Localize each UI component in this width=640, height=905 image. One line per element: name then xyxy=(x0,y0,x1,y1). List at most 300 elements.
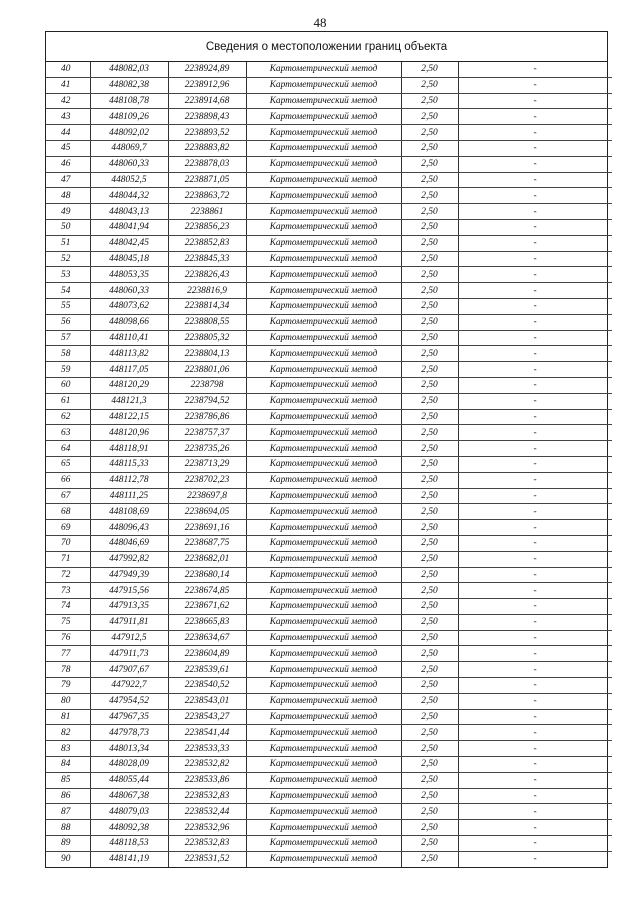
table-row xyxy=(46,456,612,472)
coord-y-cell: 2238671,62 xyxy=(168,599,246,615)
description-cell: - xyxy=(458,551,612,567)
table-row xyxy=(46,219,612,235)
coord-x-cell: 448053,35 xyxy=(90,267,168,283)
method-cell: Картометрический метод xyxy=(246,788,401,804)
method-cell: Картометрический метод xyxy=(246,741,401,757)
point-number-cell: 52 xyxy=(46,251,90,267)
point-number-cell: 57 xyxy=(46,330,90,346)
coord-x-cell: 448120,96 xyxy=(90,425,168,441)
accuracy-cell: 2,50 xyxy=(401,725,458,741)
method-cell: Картометрический метод xyxy=(246,836,401,852)
method-cell: Картометрический метод xyxy=(246,77,401,93)
coord-y-cell: 2238697,8 xyxy=(168,488,246,504)
table-row xyxy=(46,741,612,757)
point-number-cell: 47 xyxy=(46,172,90,188)
point-number-cell: 53 xyxy=(46,267,90,283)
accuracy-cell: 2,50 xyxy=(401,156,458,172)
coord-x-cell: 448028,09 xyxy=(90,757,168,773)
point-number-cell: 67 xyxy=(46,488,90,504)
description-cell: - xyxy=(458,820,612,836)
description-cell: - xyxy=(458,425,612,441)
accuracy-cell: 2,50 xyxy=(401,820,458,836)
description-cell: - xyxy=(458,346,612,362)
table-row xyxy=(46,377,612,393)
coord-x-cell: 448041,94 xyxy=(90,219,168,235)
table-row xyxy=(46,599,612,615)
coord-y-cell: 2238691,16 xyxy=(168,520,246,536)
table-row xyxy=(46,62,612,77)
coord-y-cell: 2238794,52 xyxy=(168,393,246,409)
table-row xyxy=(46,646,612,662)
point-number-cell: 83 xyxy=(46,741,90,757)
table-row xyxy=(46,409,612,425)
description-cell: - xyxy=(458,109,612,125)
point-number-cell: 80 xyxy=(46,693,90,709)
coord-y-cell: 2238786,86 xyxy=(168,409,246,425)
method-cell: Картометрический метод xyxy=(246,393,401,409)
coord-y-cell: 2238532,83 xyxy=(168,788,246,804)
coord-y-cell: 2238893,52 xyxy=(168,125,246,141)
table-row xyxy=(46,583,612,599)
description-cell: - xyxy=(458,488,612,504)
coord-x-cell: 447913,35 xyxy=(90,599,168,615)
coord-x-cell: 447954,52 xyxy=(90,693,168,709)
point-number-cell: 62 xyxy=(46,409,90,425)
description-cell: - xyxy=(458,725,612,741)
accuracy-cell: 2,50 xyxy=(401,188,458,204)
description-cell: - xyxy=(458,804,612,820)
point-number-cell: 90 xyxy=(46,851,90,866)
accuracy-cell: 2,50 xyxy=(401,772,458,788)
accuracy-cell: 2,50 xyxy=(401,757,458,773)
accuracy-cell: 2,50 xyxy=(401,662,458,678)
coord-x-cell: 448113,82 xyxy=(90,346,168,362)
coord-x-cell: 448121,3 xyxy=(90,393,168,409)
description-cell: - xyxy=(458,125,612,141)
accuracy-cell: 2,50 xyxy=(401,393,458,409)
point-number-cell: 60 xyxy=(46,377,90,393)
coord-y-cell: 2238871,05 xyxy=(168,172,246,188)
point-number-cell: 66 xyxy=(46,472,90,488)
description-cell: - xyxy=(458,219,612,235)
table-row xyxy=(46,472,612,488)
coord-x-cell: 448108,78 xyxy=(90,93,168,109)
coord-y-cell: 2238912,96 xyxy=(168,77,246,93)
coord-y-cell: 2238674,85 xyxy=(168,583,246,599)
coord-y-cell: 2238713,29 xyxy=(168,456,246,472)
accuracy-cell: 2,50 xyxy=(401,851,458,866)
accuracy-cell: 2,50 xyxy=(401,409,458,425)
coord-x-cell: 448092,02 xyxy=(90,125,168,141)
table-row xyxy=(46,251,612,267)
method-cell: Картометрический метод xyxy=(246,662,401,678)
coord-x-cell: 448060,33 xyxy=(90,283,168,299)
coord-x-cell: 447922,7 xyxy=(90,678,168,694)
accuracy-cell: 2,50 xyxy=(401,330,458,346)
point-number-cell: 44 xyxy=(46,125,90,141)
coord-y-cell: 2238798 xyxy=(168,377,246,393)
point-number-cell: 58 xyxy=(46,346,90,362)
point-number-cell: 40 xyxy=(46,62,90,77)
coord-x-cell: 447911,81 xyxy=(90,614,168,630)
coord-x-cell: 448044,32 xyxy=(90,188,168,204)
accuracy-cell: 2,50 xyxy=(401,741,458,757)
coord-y-cell: 2238898,43 xyxy=(168,109,246,125)
description-cell: - xyxy=(458,678,612,694)
method-cell: Картометрический метод xyxy=(246,630,401,646)
accuracy-cell: 2,50 xyxy=(401,472,458,488)
table-row xyxy=(46,109,612,125)
coord-x-cell: 448117,05 xyxy=(90,362,168,378)
table-row xyxy=(46,488,612,504)
point-number-cell: 89 xyxy=(46,836,90,852)
coord-y-cell: 2238845,33 xyxy=(168,251,246,267)
description-cell: - xyxy=(458,93,612,109)
point-number-cell: 70 xyxy=(46,535,90,551)
coord-x-cell: 447978,73 xyxy=(90,725,168,741)
method-cell: Картометрический метод xyxy=(246,772,401,788)
table-row xyxy=(46,172,612,188)
coord-x-cell: 448043,13 xyxy=(90,204,168,220)
coord-y-cell: 2238801,06 xyxy=(168,362,246,378)
table-row xyxy=(46,330,612,346)
coord-y-cell: 2238665,83 xyxy=(168,614,246,630)
table-row xyxy=(46,804,612,820)
coord-y-cell: 2238883,82 xyxy=(168,140,246,156)
accuracy-cell: 2,50 xyxy=(401,441,458,457)
description-cell: - xyxy=(458,251,612,267)
method-cell: Картометрический метод xyxy=(246,125,401,141)
point-number-cell: 64 xyxy=(46,441,90,457)
point-number-cell: 85 xyxy=(46,772,90,788)
coord-y-cell: 2238924,89 xyxy=(168,62,246,77)
point-number-cell: 76 xyxy=(46,630,90,646)
point-number-cell: 59 xyxy=(46,362,90,378)
description-cell: - xyxy=(458,583,612,599)
point-number-cell: 88 xyxy=(46,820,90,836)
coord-x-cell: 448082,03 xyxy=(90,62,168,77)
method-cell: Картометрический метод xyxy=(246,283,401,299)
point-number-cell: 86 xyxy=(46,788,90,804)
method-cell: Картометрический метод xyxy=(246,456,401,472)
coord-y-cell: 2238687,75 xyxy=(168,535,246,551)
accuracy-cell: 2,50 xyxy=(401,567,458,583)
accuracy-cell: 2,50 xyxy=(401,504,458,520)
method-cell: Картометрический метод xyxy=(246,346,401,362)
method-cell: Картометрический метод xyxy=(246,757,401,773)
method-cell: Картометрический метод xyxy=(246,614,401,630)
accuracy-cell: 2,50 xyxy=(401,583,458,599)
coord-y-cell: 2238816,9 xyxy=(168,283,246,299)
method-cell: Картометрический метод xyxy=(246,109,401,125)
description-cell: - xyxy=(458,456,612,472)
description-cell: - xyxy=(458,156,612,172)
description-cell: - xyxy=(458,614,612,630)
point-number-cell: 82 xyxy=(46,725,90,741)
coord-x-cell: 448067,38 xyxy=(90,788,168,804)
coord-x-cell: 448060,33 xyxy=(90,156,168,172)
method-cell: Картометрический метод xyxy=(246,441,401,457)
description-cell: - xyxy=(458,535,612,551)
coord-x-cell: 447915,56 xyxy=(90,583,168,599)
method-cell: Картометрический метод xyxy=(246,140,401,156)
method-cell: Картометрический метод xyxy=(246,551,401,567)
description-cell: - xyxy=(458,520,612,536)
coord-x-cell: 448112,78 xyxy=(90,472,168,488)
table-row xyxy=(46,93,612,109)
method-cell: Картометрический метод xyxy=(246,583,401,599)
coord-y-cell: 2238532,83 xyxy=(168,836,246,852)
point-number-cell: 78 xyxy=(46,662,90,678)
coord-x-cell: 447967,35 xyxy=(90,709,168,725)
coord-y-cell: 2238878,03 xyxy=(168,156,246,172)
accuracy-cell: 2,50 xyxy=(401,251,458,267)
description-cell: - xyxy=(458,235,612,251)
table-title: Сведения о местоположении границ объекта xyxy=(46,32,607,62)
table-row xyxy=(46,235,612,251)
table-row xyxy=(46,77,612,93)
accuracy-cell: 2,50 xyxy=(401,804,458,820)
table-row xyxy=(46,662,612,678)
table-row xyxy=(46,156,612,172)
method-cell: Картометрический метод xyxy=(246,599,401,615)
method-cell: Картометрический метод xyxy=(246,425,401,441)
table-row xyxy=(46,851,612,866)
point-number-cell: 69 xyxy=(46,520,90,536)
coord-y-cell: 2238680,14 xyxy=(168,567,246,583)
method-cell: Картометрический метод xyxy=(246,172,401,188)
table-row xyxy=(46,788,612,804)
method-cell: Картометрический метод xyxy=(246,267,401,283)
accuracy-cell: 2,50 xyxy=(401,614,458,630)
table-row xyxy=(46,535,612,551)
table-row xyxy=(46,283,612,299)
description-cell: - xyxy=(458,567,612,583)
coord-y-cell: 2238814,34 xyxy=(168,298,246,314)
point-number-cell: 42 xyxy=(46,93,90,109)
point-number-cell: 71 xyxy=(46,551,90,567)
method-cell: Картометрический метод xyxy=(246,504,401,520)
accuracy-cell: 2,50 xyxy=(401,298,458,314)
method-cell: Картометрический метод xyxy=(246,409,401,425)
description-cell: - xyxy=(458,646,612,662)
method-cell: Картометрический метод xyxy=(246,330,401,346)
point-number-cell: 55 xyxy=(46,298,90,314)
coord-y-cell: 2238826,43 xyxy=(168,267,246,283)
table-row xyxy=(46,346,612,362)
description-cell: - xyxy=(458,662,612,678)
accuracy-cell: 2,50 xyxy=(401,77,458,93)
accuracy-cell: 2,50 xyxy=(401,362,458,378)
table-row xyxy=(46,140,612,156)
table-row xyxy=(46,425,612,441)
accuracy-cell: 2,50 xyxy=(401,836,458,852)
table-row xyxy=(46,725,612,741)
coord-y-cell: 2238604,89 xyxy=(168,646,246,662)
method-cell: Картометрический метод xyxy=(246,235,401,251)
table-row xyxy=(46,125,612,141)
table-row xyxy=(46,204,612,220)
description-cell: - xyxy=(458,599,612,615)
method-cell: Картометрический метод xyxy=(246,567,401,583)
coord-x-cell: 448120,29 xyxy=(90,377,168,393)
coordinates-table xyxy=(46,62,612,867)
coord-x-cell: 448045,18 xyxy=(90,251,168,267)
method-cell: Картометрический метод xyxy=(246,314,401,330)
coord-y-cell: 2238634,67 xyxy=(168,630,246,646)
coord-x-cell: 448079,03 xyxy=(90,804,168,820)
coord-x-cell: 447911,73 xyxy=(90,646,168,662)
coord-x-cell: 448092,38 xyxy=(90,820,168,836)
coord-x-cell: 448096,43 xyxy=(90,520,168,536)
description-cell: - xyxy=(458,693,612,709)
method-cell: Картометрический метод xyxy=(246,204,401,220)
method-cell: Картометрический метод xyxy=(246,188,401,204)
coord-y-cell: 2238533,86 xyxy=(168,772,246,788)
description-cell: - xyxy=(458,77,612,93)
table-row xyxy=(46,362,612,378)
method-cell: Картометрический метод xyxy=(246,678,401,694)
coord-y-cell: 2238852,83 xyxy=(168,235,246,251)
point-number-cell: 63 xyxy=(46,425,90,441)
accuracy-cell: 2,50 xyxy=(401,693,458,709)
description-cell: - xyxy=(458,172,612,188)
point-number-cell: 41 xyxy=(46,77,90,93)
accuracy-cell: 2,50 xyxy=(401,678,458,694)
point-number-cell: 72 xyxy=(46,567,90,583)
description-cell: - xyxy=(458,62,612,77)
coord-y-cell: 2238532,44 xyxy=(168,804,246,820)
description-cell: - xyxy=(458,298,612,314)
point-number-cell: 84 xyxy=(46,757,90,773)
method-cell: Картометрический метод xyxy=(246,725,401,741)
description-cell: - xyxy=(458,772,612,788)
table-row xyxy=(46,441,612,457)
table-row xyxy=(46,693,612,709)
description-cell: - xyxy=(458,330,612,346)
coord-x-cell: 448110,41 xyxy=(90,330,168,346)
accuracy-cell: 2,50 xyxy=(401,630,458,646)
accuracy-cell: 2,50 xyxy=(401,314,458,330)
description-cell: - xyxy=(458,283,612,299)
coord-x-cell: 447992,82 xyxy=(90,551,168,567)
description-cell: - xyxy=(458,709,612,725)
coord-y-cell: 2238533,33 xyxy=(168,741,246,757)
description-cell: - xyxy=(458,788,612,804)
method-cell: Картометрический метод xyxy=(246,93,401,109)
accuracy-cell: 2,50 xyxy=(401,172,458,188)
page-number: 48 xyxy=(313,15,327,30)
accuracy-cell: 2,50 xyxy=(401,599,458,615)
coord-x-cell: 448141,19 xyxy=(90,851,168,866)
method-cell: Картометрический метод xyxy=(246,62,401,77)
coord-x-cell: 448073,62 xyxy=(90,298,168,314)
boundary-table-sheet xyxy=(45,31,608,868)
table-row xyxy=(46,393,612,409)
coord-y-cell: 2238539,61 xyxy=(168,662,246,678)
description-cell: - xyxy=(458,757,612,773)
point-number-cell: 77 xyxy=(46,646,90,662)
point-number-cell: 48 xyxy=(46,188,90,204)
coord-x-cell: 448115,33 xyxy=(90,456,168,472)
method-cell: Картометрический метод xyxy=(246,251,401,267)
method-cell: Картометрический метод xyxy=(246,520,401,536)
accuracy-cell: 2,50 xyxy=(401,377,458,393)
method-cell: Картометрический метод xyxy=(246,362,401,378)
coord-x-cell: 448109,26 xyxy=(90,109,168,125)
table-row xyxy=(46,757,612,773)
description-cell: - xyxy=(458,188,612,204)
table-row xyxy=(46,567,612,583)
coord-y-cell: 2238694,05 xyxy=(168,504,246,520)
description-cell: - xyxy=(458,441,612,457)
description-cell: - xyxy=(458,362,612,378)
coord-x-cell: 448118,53 xyxy=(90,836,168,852)
point-number-cell: 46 xyxy=(46,156,90,172)
coord-x-cell: 447912,5 xyxy=(90,630,168,646)
coord-x-cell: 448118,91 xyxy=(90,441,168,457)
accuracy-cell: 2,50 xyxy=(401,456,458,472)
coord-y-cell: 2238914,68 xyxy=(168,93,246,109)
method-cell: Картометрический метод xyxy=(246,820,401,836)
table-row xyxy=(46,678,612,694)
point-number-cell: 51 xyxy=(46,235,90,251)
method-cell: Картометрический метод xyxy=(246,156,401,172)
table-row xyxy=(46,504,612,520)
coord-y-cell: 2238861 xyxy=(168,204,246,220)
coord-x-cell: 448082,38 xyxy=(90,77,168,93)
accuracy-cell: 2,50 xyxy=(401,62,458,77)
point-number-cell: 50 xyxy=(46,219,90,235)
point-number-cell: 87 xyxy=(46,804,90,820)
coord-x-cell: 448013,34 xyxy=(90,741,168,757)
coord-y-cell: 2238532,96 xyxy=(168,820,246,836)
coord-x-cell: 448098,66 xyxy=(90,314,168,330)
coord-y-cell: 2238543,27 xyxy=(168,709,246,725)
method-cell: Картометрический метод xyxy=(246,298,401,314)
table-row xyxy=(46,614,612,630)
accuracy-cell: 2,50 xyxy=(401,204,458,220)
description-cell: - xyxy=(458,314,612,330)
accuracy-cell: 2,50 xyxy=(401,788,458,804)
description-cell: - xyxy=(458,393,612,409)
point-number-cell: 79 xyxy=(46,678,90,694)
accuracy-cell: 2,50 xyxy=(401,267,458,283)
point-number-cell: 49 xyxy=(46,204,90,220)
table-row xyxy=(46,314,612,330)
coord-y-cell: 2238543,01 xyxy=(168,693,246,709)
method-cell: Картометрический метод xyxy=(246,219,401,235)
coord-x-cell: 448122,15 xyxy=(90,409,168,425)
point-number-cell: 43 xyxy=(46,109,90,125)
coord-x-cell: 448046,69 xyxy=(90,535,168,551)
description-cell: - xyxy=(458,741,612,757)
method-cell: Картометрический метод xyxy=(246,646,401,662)
table-row xyxy=(46,520,612,536)
point-number-cell: 61 xyxy=(46,393,90,409)
description-cell: - xyxy=(458,630,612,646)
description-cell: - xyxy=(533,854,537,865)
coord-x-cell: 448052,5 xyxy=(90,172,168,188)
method-cell: Картометрический метод xyxy=(246,709,401,725)
accuracy-cell: 2,50 xyxy=(401,520,458,536)
accuracy-cell: 2,50 xyxy=(401,646,458,662)
method-cell: Картометрический метод xyxy=(246,804,401,820)
coord-y-cell: 2238541,44 xyxy=(168,725,246,741)
description-cell: - xyxy=(458,267,612,283)
coord-x-cell: 448108,69 xyxy=(90,504,168,520)
point-number-cell: 65 xyxy=(46,456,90,472)
